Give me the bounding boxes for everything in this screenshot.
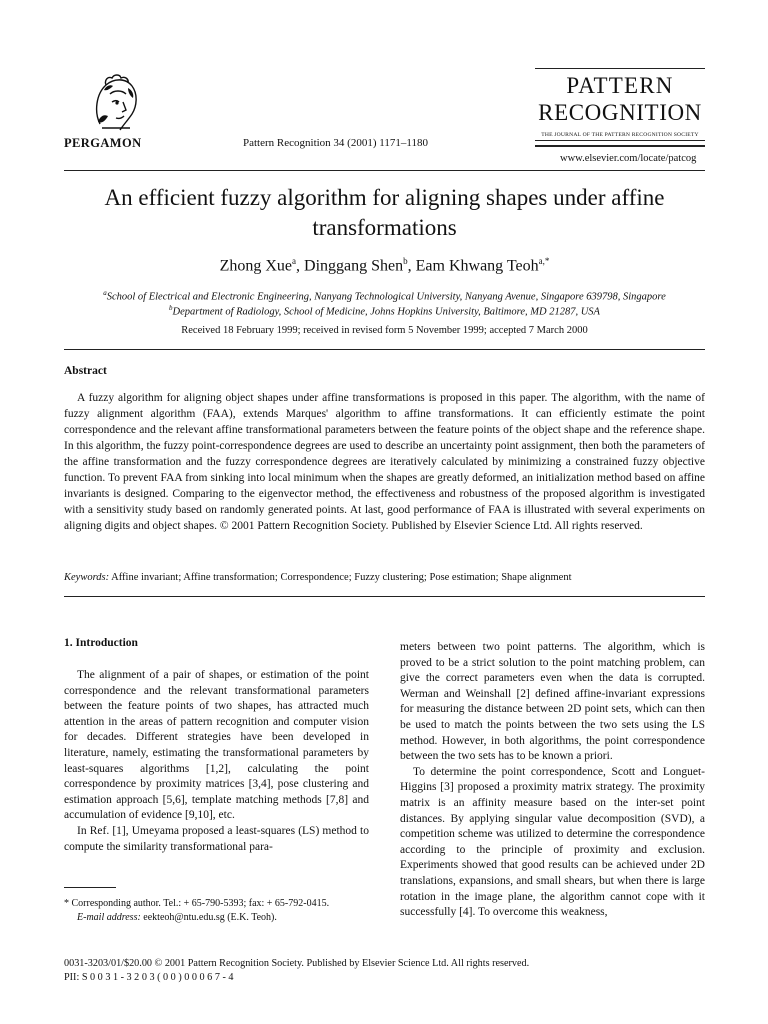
author-name: Eam Khwang Teoh — [415, 257, 539, 275]
footnote-email-label: E-mail address: — [77, 912, 141, 923]
copyright-footer — [64, 957, 529, 985]
body-column-right — [400, 640, 705, 921]
article-title: An efficient fuzzy algorithm for aligning shapes under affine transformations — [104, 185, 665, 240]
author-affiliation-mark: a — [292, 256, 297, 266]
journal-masthead-line2: RECOGNITION — [538, 100, 702, 125]
affiliation — [64, 304, 705, 318]
author-list: Zhong Xue$^a$, Dinggang Shen$^b$, Eam Khwang Teoh$^{a,*}$ — [219, 256, 550, 275]
journal-citation: Pattern Recognition 34 (2001) 1171–1180 — [243, 137, 428, 149]
masthead-rule — [535, 140, 705, 141]
keywords-text: Affine invariant; Affine transformation; Correspondence; Fuzzy clustering; Pose estimation; Shape alignment — [111, 572, 572, 583]
section-divider — [64, 596, 705, 597]
affiliation-text: School of Electrical and Electronic Engineering, Nanyang Technological University, Nanyang Avenue, Singapore 639798, Singapore — [106, 291, 666, 303]
header-divider — [64, 170, 705, 171]
author-name: Zhong Xue — [219, 257, 293, 275]
publisher-logo-icon — [90, 72, 142, 134]
footnote-corresponding-author: * Corresponding author. Tel.: + 65-790-5393; fax: + 65-792-0415. — [64, 898, 330, 909]
journal-masthead-line1: PATTERN — [566, 73, 674, 98]
footnote-email: eekteoh@ntu.edu.sg (E.K. Teoh). — [143, 912, 277, 923]
journal-url: www.elsevier.com/locate/patcog — [560, 153, 697, 164]
section-heading: 1. Introduction — [64, 637, 138, 649]
body-paragraph: In Ref. [1], Umeyama proposed a least-squares (LS) method to compute the similarity transformational para- — [64, 824, 369, 853]
body-paragraph: The alignment of a pair of shapes, or estimation of the point correspondence and the relevant transformational parameters between the feature points of two shapes, has attracted much attention in the areas of pattern recognition and computer vision for decades. Different strategies have been developed in literature, namely, estimating the transformational parameters by least-squares algorithms [1,2], calculating the point correspondence by proximity matrices [3,4], pose clustering and estimation approach [5,6], template matching methods [7,8] and accumulation of evidence [9,10], etc. — [64, 669, 369, 822]
masthead-rule — [535, 68, 705, 69]
masthead-rule — [535, 145, 705, 147]
keywords — [64, 572, 705, 583]
footnote-rule — [64, 887, 116, 888]
author-affiliation-mark: a,* — [538, 256, 550, 266]
affiliation-text: Department of Radiology, School of Medicine, Johns Hopkins University, Baltimore, MD 21287, USA — [172, 306, 600, 318]
abstract-text: A fuzzy algorithm for aligning object shapes under affine transformations is proposed in this paper. The algorithm, with the name of fuzzy alignment algorithm (FAA), extends Marques' algorithm to affine transformations. It can efficiently estimate the point correspondence and the relevant affine transformational parameters between the feature points of the object shape and the reference shape. In this algorithm, the fuzzy point-correspondence degrees are used to describe an uncertainty point assignment, then both the parameters of the affine transformation and the fuzzy correspondence degrees are iteratively calculated by minimizing a constrained fuzzy objective function. To prevent FAA from sinking into local minimum when the shapes are greatly deformed, an initialization method based on affine invariants is designed. Comparing to the eigenvector method, the effectiveness and robustness of the proposed algorithm is investigated with a sensitivity study based on randomly generated points. At last, good performance of FAA is illustrated with several experiments on aligning digits and object shapes. © 2001 Pattern Recognition Society. Published by Elsevier Science Ltd. All rights reserved. — [64, 392, 705, 532]
copyright-line: 0031-3203/01/$20.00 © 2001 Pattern Recognition Society. Published by Elsevier Science Ltd. All rights reserved. — [64, 958, 530, 969]
section-divider — [64, 349, 705, 350]
publisher-name: PERGAMON — [64, 136, 142, 150]
received-dates: Received 18 February 1999; received in revised form 5 November 1999; accepted 7 March 2000 — [181, 325, 588, 336]
abstract-heading: Abstract — [64, 365, 107, 377]
pii-line: PII: S 0 0 3 1 - 3 2 0 3 ( 0 0 ) 0 0 0 6 7 - 4 — [64, 972, 234, 983]
body-column-left — [64, 668, 369, 855]
body-paragraph: meters between two point patterns. The algorithm, which is proved to be a strict solution to the point matching problem, can give the correct parameters even when the data is corrupted. Werman and Weinshall [2] defined affine-invariant expressions for measuring the distance between 2D point sets, which can then be used to match the points between the two sets using the LS method. However, in both algorithms, the point correspondence between the two sets has to be known a priori. — [400, 641, 705, 763]
affiliation-mark: a — [103, 289, 107, 297]
footnote — [64, 897, 369, 925]
author-affiliation-mark: b — [403, 256, 408, 266]
body-paragraph: To determine the point correspondence, Scott and Longuet-Higgins [3] proposed a proximity matrix strategy. The proximity matrix is an affinity measure based on the inter-set point distances. By applying singular value decomposition (SVD), a competition scheme was utilized to determine the correspondence according to the principle of proximity and exclusion. Experiments showed that good results can be achieved under 2D translations, expansions, and small shears, but when there is large rotation in the image plane, the algorithm cannot cope with it successfully [4]. To overcome this weakness, — [400, 765, 705, 919]
affiliation-mark: b — [169, 304, 173, 312]
keywords-label: Keywords: — [64, 572, 110, 583]
affiliation — [64, 289, 705, 303]
author-name: Dinggang Shen — [304, 257, 404, 275]
journal-masthead-subtitle: THE JOURNAL OF THE PATTERN RECOGNITION SOCIETY — [541, 132, 699, 138]
